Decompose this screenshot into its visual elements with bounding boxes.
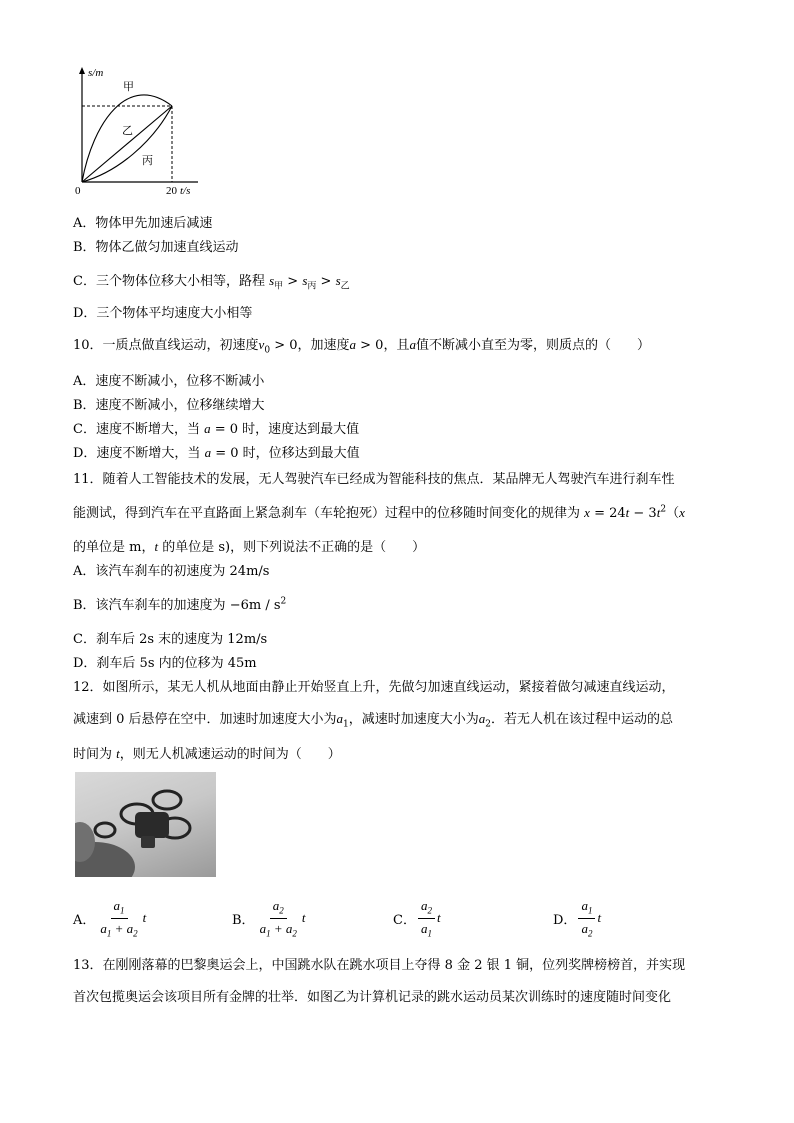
y-axis-label: s/m bbox=[88, 67, 104, 79]
q11-option-b: B．该汽车刹车的加速度为 $-6m / s^2$ bbox=[73, 596, 287, 613]
q11-option-a: A．该汽车刹车的初速度为 24m/s bbox=[73, 564, 270, 579]
q11-line2: 能测试，得到汽车在平直路面上紧急刹车（车轮抱死）过程中的位移随时间变化的规律为 $x = 24t - 3t^2(x$ bbox=[73, 504, 685, 521]
q12-option-b: B． $\frac{a_2}{a_1 + a_2}$ t bbox=[232, 898, 306, 939]
q12-option-b-letter: B． bbox=[232, 912, 255, 928]
label-bing: 丙 bbox=[142, 155, 153, 167]
drone-photo bbox=[75, 772, 216, 877]
q9-option-b: B．物体乙做匀加速直线运动 bbox=[73, 240, 239, 255]
q11-formula: $x = 24t - 3t^2$ bbox=[584, 504, 667, 521]
q10-a-formula: a bbox=[349, 337, 357, 352]
q10-stem-b: ，加速度 bbox=[297, 338, 350, 353]
q10-option-c: C．速度不断增大，当 a = 0 时，速度达到最大值 bbox=[73, 421, 360, 437]
q11-option-c: C．刹车后 2s 末的速度为 12m/s bbox=[73, 632, 268, 647]
q12-option-c-letter: C． bbox=[393, 912, 416, 928]
q12-option-a-fraction: $\frac{a_1}{a_1 + a_2}$ bbox=[100, 898, 138, 939]
st-graph-svg bbox=[68, 62, 198, 202]
curve-jia bbox=[82, 95, 172, 182]
q12-line2b: ，减速时加速度大小为 bbox=[348, 712, 479, 727]
line-yi bbox=[82, 106, 172, 182]
q13-line1: 13．在刚刚落幕的巴黎奥运会上，中国跳水队在跳水项目上夺得 8 金 2 银 1 铜，位列奖牌榜榜首，并实现 bbox=[73, 958, 686, 973]
rotor-front bbox=[95, 823, 115, 837]
q12-line2a: 减速到 0 后悬停在空中．加速时加速度大小为 bbox=[73, 712, 337, 727]
q11-option-b-text: B．该汽车刹车的加速度为 bbox=[73, 598, 226, 613]
q12-line1: 12．如图所示，某无人机从地面由静止开始竖直上升，先做匀加速直线运动，紧接着做匀减速直线运动， bbox=[73, 680, 675, 695]
q10-option-d-text: D．速度不断增大，当 bbox=[73, 446, 201, 461]
q11-option-d: D．刹车后 5s 内的位移为 45m bbox=[73, 656, 257, 671]
q12-option-d-fraction: $\frac{a_1}{a_2}$ bbox=[578, 898, 595, 938]
q11-line1: 11．随着人工智能技术的发展，无人驾驶汽车已经成为智能科技的焦点．某品牌无人驾驶汽车进行刹车性 bbox=[73, 472, 675, 487]
q10-option-c-text: C．速度不断增大，当 bbox=[73, 422, 200, 437]
drone-camera bbox=[141, 836, 155, 848]
q12-option-c-fraction: $\frac{a_2}{a_1}$ bbox=[418, 898, 435, 938]
q11-line2-text: 能测试，得到汽车在平直路面上紧急刹车（车轮抱死）过程中的位移随时间变化的规律为 bbox=[73, 506, 581, 521]
q9-option-a: A．物体甲先加速后减速 bbox=[73, 216, 213, 231]
q10-a-symbol: a bbox=[409, 337, 416, 352]
q9-option-c-text: C．三个物体位移大小相等，路程 bbox=[73, 274, 265, 289]
q9-option-c bbox=[73, 270, 350, 292]
q13-line2: 首次包揽奥运会该项目所有金牌的壮举．如图乙为计算机记录的跳水运动员某次训练时的速度随时间变化 bbox=[73, 990, 672, 1005]
q12-line3: 时间为 t，则无人机减速运动的时间为（ ） bbox=[73, 746, 341, 762]
q10-option-d: D．速度不断增大，当 a = 0 时，位移达到最大值 bbox=[73, 445, 360, 461]
rotor-back bbox=[153, 791, 181, 809]
q10-v0-formula: $v_0 > 0$ bbox=[258, 337, 298, 356]
q12-option-d-letter: D． bbox=[553, 912, 577, 928]
q11-line3: 的单位是 m，t 的单位是 s)，则下列说法不正确的是（ ） bbox=[73, 539, 426, 555]
drone-image-svg bbox=[75, 772, 216, 877]
q12-option-a-letter: A． bbox=[73, 912, 96, 928]
q12-option-b-fraction: $\frac{a_2}{a_1 + a_2}$ bbox=[259, 898, 297, 939]
label-yi: 乙 bbox=[122, 125, 133, 137]
q10-stem-d: 值不断减小直至为零，则质点的（ ） bbox=[415, 338, 650, 353]
q10-option-b: B．速度不断减小，位移继续增大 bbox=[73, 398, 265, 413]
q10-stem-a: 10．一质点做直线运动，初速度 bbox=[73, 338, 259, 353]
q10-option-d-tail: 时，位移达到最大值 bbox=[242, 446, 360, 461]
y-axis-arrow bbox=[79, 67, 85, 74]
q10-stem-c: ，且 bbox=[383, 338, 410, 353]
label-jia: 甲 bbox=[123, 81, 134, 93]
q9-option-c-formula: $s_甲 > s_丙 > s_乙$ bbox=[269, 273, 350, 292]
x-axis-label: t/s bbox=[180, 185, 191, 197]
q12-option-c: C． $\frac{a_2}{a_1}$ t bbox=[393, 898, 441, 939]
q12-option-d: D． $\frac{a_1}{a_2}$ t bbox=[553, 898, 602, 939]
q10-option-c-tail: 时，速度达到最大值 bbox=[242, 422, 360, 437]
st-graph bbox=[68, 62, 198, 202]
q10-option-a: A．速度不断减小，位移不断减小 bbox=[73, 374, 265, 389]
q12-line2c: ．若无人机在该过程中运动的总 bbox=[491, 712, 674, 727]
x-tick-20: 20 bbox=[166, 185, 177, 197]
drone-body bbox=[135, 812, 169, 838]
q12-option-a: A． $\frac{a_1}{a_1 + a_2}$ t bbox=[73, 898, 147, 939]
origin-label: 0 bbox=[75, 185, 81, 197]
q12-line2: 减速到 0 后悬停在空中．加速时加速度大小为$a_1$，减速时加速度大小为$a_2$．若无人机在该过程中运动的总 bbox=[73, 711, 674, 730]
q9-option-d: D．三个物体平均速度大小相等 bbox=[73, 306, 253, 321]
q10-stem: 10．一质点做直线运动，初速度$v_0 > 0$，加速度a > 0，且a值不断减小直至为零，则质点的（ ） bbox=[73, 337, 650, 356]
